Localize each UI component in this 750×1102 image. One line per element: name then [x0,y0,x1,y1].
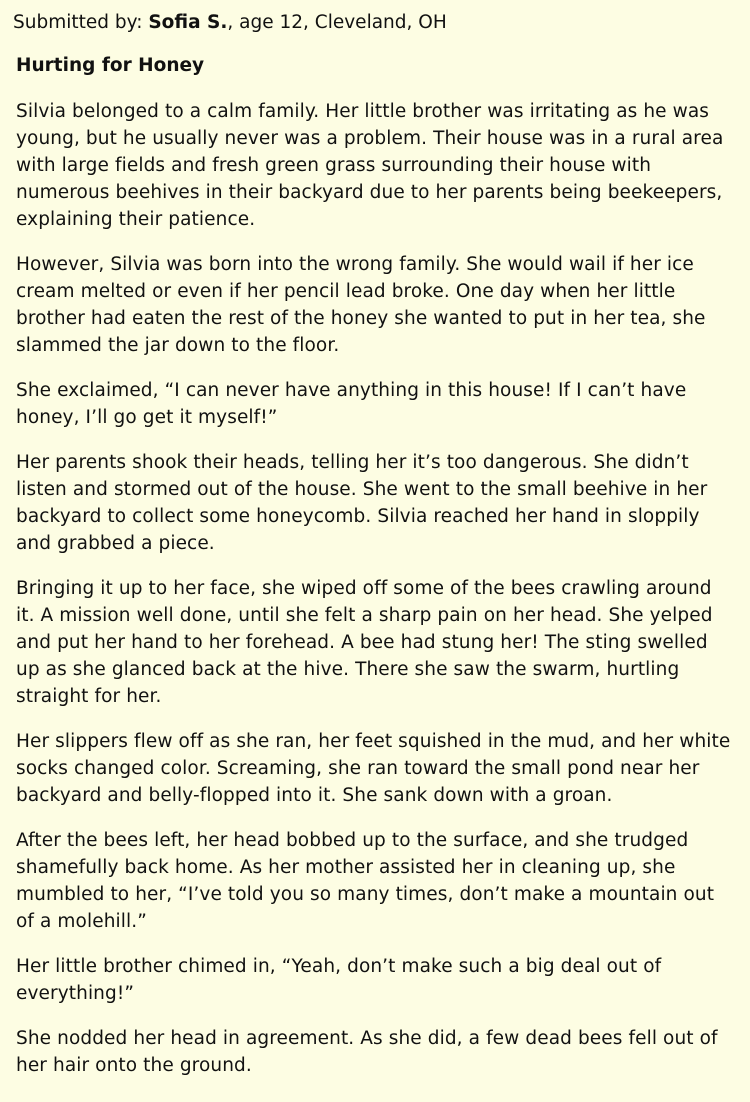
story-paragraph: She exclaimed, “I can never have anything in this house! If I can’t have honey, I’ll go get it myself!” [16,380,687,428]
story-title: Hurting for Honey [16,55,205,76]
byline-prefix: Submitted by: [13,12,149,33]
story-paragraph: She nodded her head in agreement. As she did, a few dead bees fell out of her hair onto the ground. [16,1028,718,1076]
story-paragraph: Bringing it up to her face, she wiped off some of the bees crawling around it. A mission well done, until she felt a sharp pain on her head. She yelped and put her hand to her forehead. A bee had stung her! The sting swelled up as she glanced back at the hive. There she saw the swarm, hurtling straight for her. [16,578,713,707]
story-paragraph: After the bees left, her head bobbed up to the surface, and she trudged shamefully back home. As her mother assisted her in cleaning up, she mumbled to her, “I’ve told you so many times, don’t make a mountain out of a molehill.” [16,830,715,932]
story-paragraph: Silvia belonged to a calm family. Her little brother was irritating as he was young, but he usually never was a problem. Their house was in a rural area with large fields and fresh green grass surrounding their house with numerous beehives in their backyard due to her parents being beekeepers, explaining their patience. [16,101,724,230]
story-paragraph: Her little brother chimed in, “Yeah, don’t make such a big deal out of everything!” [16,956,662,1004]
story-body [16,98,734,1079]
story-paragraph: Her parents shook their heads, telling her it’s too dangerous. She didn’t listen and stormed out of the house. She went to the small beehive in her backyard to collect some honeycomb. Silvia reached her hand in sloppily and grabbed a piece. [16,452,708,554]
byline [13,9,734,37]
story-paragraph: Her slippers flew off as she ran, her feet squished in the mud, and her white socks changed color. Screaming, she ran toward the small pond near her backyard and belly-flopped into it. She sank down with a groan. [16,731,731,806]
story-paragraph: However, Silvia was born into the wrong family. She would wail if her ice cream melted or even if her pencil lead broke. One day when her little brother had eaten the rest of the honey she wanted to put in her tea, she slammed the jar down to the floor. [16,254,706,356]
byline-details: , age 12, Cleveland, OH [227,12,447,33]
author-name: Sofia S. [148,12,228,33]
